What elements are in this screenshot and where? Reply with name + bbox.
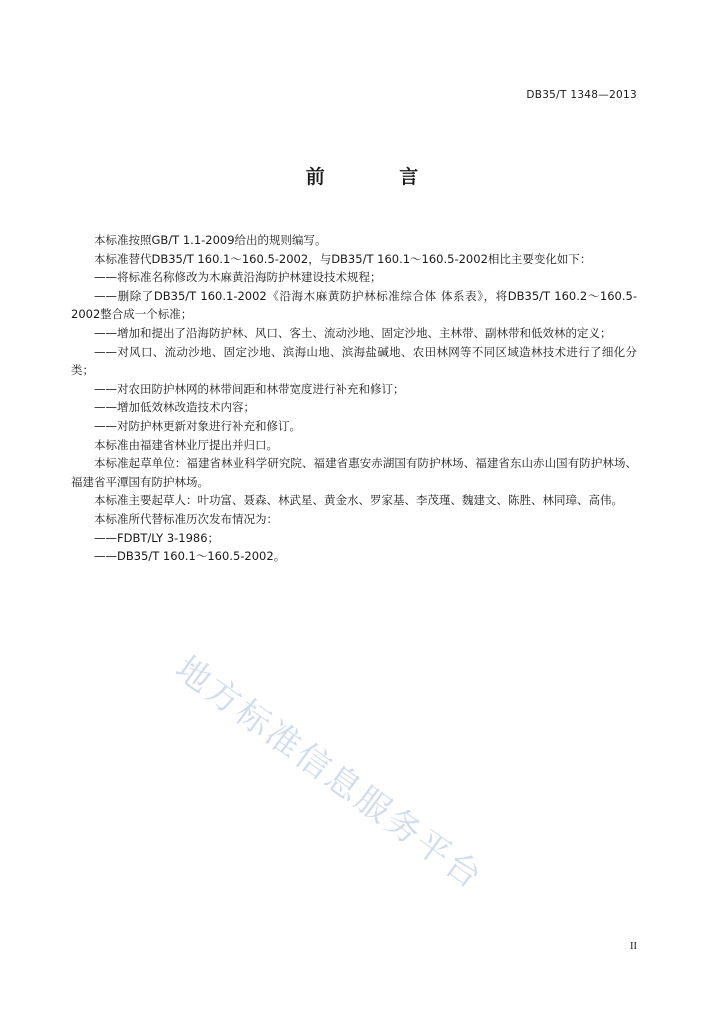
paragraph: ——对风口、流动沙地、固定沙地、滨海山地、滨海盐碱地、农田林网等不同区域造林技术进行了细化分类；	[71, 344, 637, 378]
paragraph: 本标准主要起草人：叶功富、聂森、林武星、黄金水、罗家基、李茂瑾、魏建文、陈胜、林同璋、高伟。	[94, 493, 623, 508]
document-code: DB35/T 1348—2013	[526, 89, 637, 101]
paragraph: ——对农田防护林网的林带间距和林带宽度进行补充和修订；	[94, 381, 405, 396]
foreword-body	[71, 231, 637, 566]
paragraph: ——增加低效林改造技术内容；	[94, 400, 255, 415]
paragraph: 本标准替代DB35/T 160.1～160.5-2002，与DB35/T 160.1～160.5-2002相比主要变化如下：	[94, 251, 592, 266]
foreword-title: 前 言	[305, 166, 453, 188]
paragraph: 本标准由福建省林业厅提出并归口。	[94, 437, 278, 452]
page-number: II	[630, 941, 637, 952]
paragraph: ——增加和提出了沿海防护林、风口、客土、流动沙地、固定沙地、主林带、副林带和低效林的定义；	[94, 325, 612, 340]
paragraph: ——FDBT/LY 3-1986；	[94, 530, 220, 545]
paragraph: 本标准按照GB/T 1.1-2009给出的规则编写。	[94, 233, 327, 247]
paragraph: 本标准起草单位：福建省林业科学研究院、福建省惠安赤湖国有防护林场、福建省东山赤山国有防护林场、福建省平潭国有防护林场。	[71, 456, 637, 489]
paragraph: ——DB35/T 160.1～160.5-2002。	[94, 549, 286, 564]
watermark: 地方标准信息服务平台	[167, 648, 491, 899]
paragraph: ——对防护林更新对象进行补充和修订。	[94, 418, 301, 433]
paragraph: ——删除了DB35/T 160.1-2002《沿海木麻黄防护林标准综合体 体系表》，将DB35/T 160.2～160.5-2002整合成一个标准；	[71, 288, 637, 322]
paragraph: 本标准所代替标准历次发布情况为：	[94, 511, 278, 526]
paragraph: ——将标准名称修改为木麻黄沿海防护林建设技术规程；	[94, 270, 382, 285]
